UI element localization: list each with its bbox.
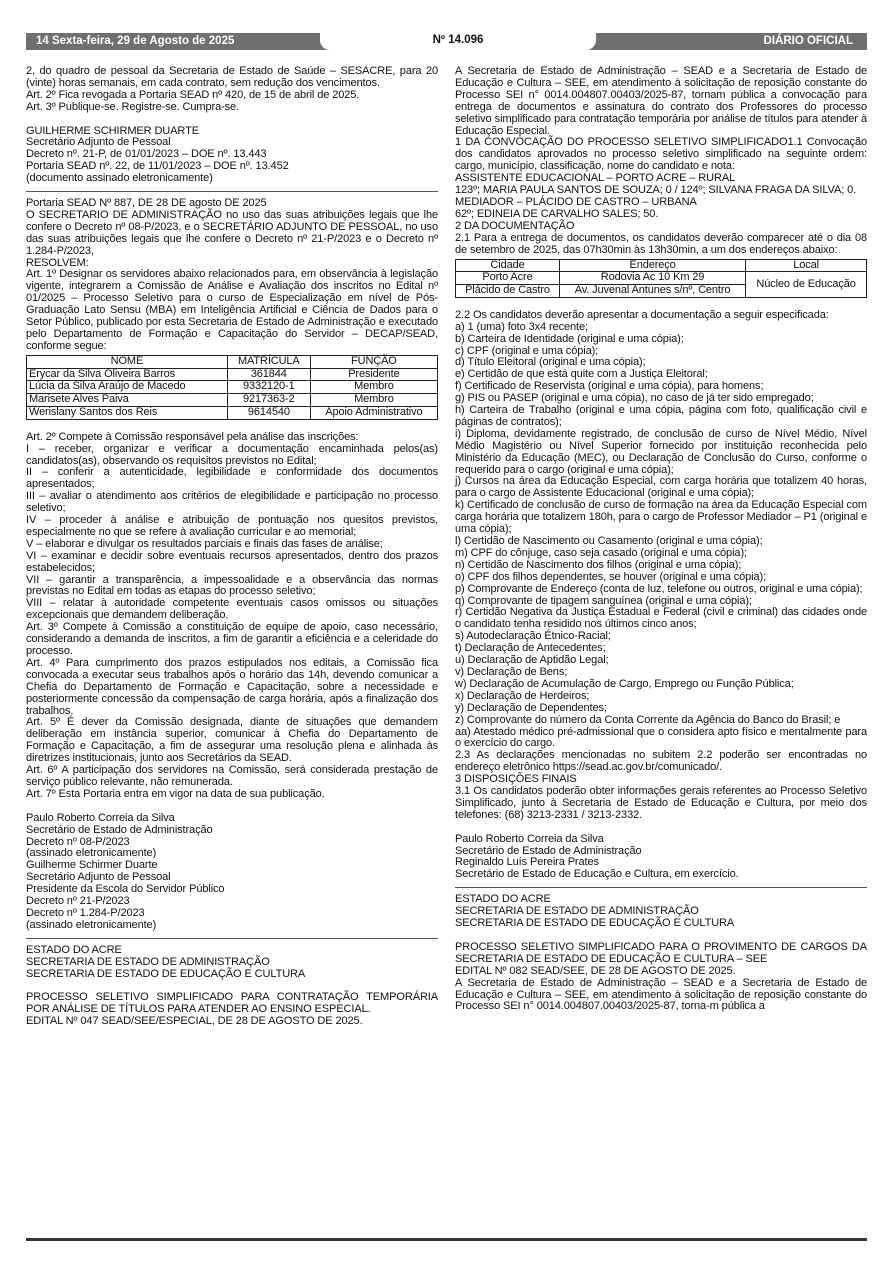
heading-line: ESTADO DO ACRE: [455, 893, 551, 906]
paragraph: MEDIADOR – PLÁCIDO DE CASTRO – URBANA: [455, 195, 697, 208]
page-header: [26, 33, 867, 50]
table-row: [27, 368, 438, 381]
list-item: i) Diploma, devidamente registrado, de conclusão de curso de Nível Médio, Nível Médio Magistério ou Nível Superior fornecido por instituição reconhecida pelo Ministério da Educação (MEC), ou Declaração de Conclusão do Curso, conforme o requerido para o cargo (original e uma cópia);: [455, 427, 867, 476]
table-cell: Porto Acre: [456, 272, 560, 285]
paragraph: IV – proceder à análise e atribuição de pontuação nos quesitos previstos, especialmente no que se refere à avaliação curricular e ao memorial;: [26, 514, 438, 538]
list-item: d) Título Eleitoral (original e uma cópia);: [455, 356, 646, 369]
paragraph: Art. 1º Designar os servidores abaixo relacionados para, em observância à legislação vigente, integrarem a Comissão de Análise e Avaliação dos inscritos no Edital nº 01/2025 – Processo Seletivo para o curso de Especialização em nível de Pós-Graduação Lato Sensu (MBA) em Inteligência Artificial e Ciência de Dados para o Setor Público, publicado por esta Secretaria de Estado de Administração e executado pelo Departamento de Formação e Capacitação do Servidor – DECAP/SEAD, conforme segue:: [26, 268, 438, 352]
signature-line: Secretário de Estado de Educação e Cultura, em exercício.: [455, 868, 739, 881]
table-row: [27, 394, 438, 407]
signature-line: Decreto nº 08-P/2023: [26, 835, 130, 848]
list-item: f) Certificado de Reservista (original e uma cópia), para homens;: [455, 380, 764, 393]
paragraph: Art. 4º Para cumprimento dos prazos estipulados nos editais, a Comissão fica convocada a executar seus trabalhos após o horário das 14h, devendo comunicar a Chefia do Departamento de Formação e Capacitação, sobre a necessidade e posteriormente concessão da compensação de carga horária, após a finalização dos trabalhos.: [26, 656, 438, 717]
table-header-row: [456, 259, 867, 272]
table-cell: Presidente: [310, 368, 437, 381]
table-cell: Membro: [310, 394, 437, 407]
heading-line: SECRETARIA DE ESTADO DE EDUCAÇÃO E CULTURA: [455, 917, 735, 930]
list-item: n) Certidão de Nascimento dos filhos (original e uma cópia);: [455, 558, 742, 571]
paragraph: A Secretaria de Estado de Administração – SEAD e a Secretaria de Estado de Educação e Cultura – SEE, em atendimento à solicitação de reposição constante do Processo SEI n° 0014.004807.00403/2025-87, tornam pública a convocação para entrega de documentos e assinatura do contrato dos Professores do processo seletivo simplificado para contratação temporária por análise de títulos para atender à Educação Especial.: [455, 65, 867, 137]
paragraph: 3.1 Os candidatos poderão obter informações gerais referentes ao Processo Seletivo Simplificado, junto à Secretaria de Estado de Educação e Cultura, por meio dos telefones: (68) 3213-2331 / 3213-2332.: [455, 785, 867, 821]
table-cell: Membro: [310, 381, 437, 394]
paragraph: Art. 7º Esta Portaria entra em vigor na data de sua publicação.: [26, 787, 325, 800]
list-item: p) Comprovante de Endereço (conta de luz, telefone ou outros, original e uma cópia);: [455, 582, 863, 595]
table-cell: Apoio Administrativo: [310, 407, 437, 420]
list-item: y) Declaração de Dependentes;: [455, 701, 607, 714]
paragraph: RESOLVEM:: [26, 256, 89, 269]
list-item: v) Declaração de Bens;: [455, 665, 568, 678]
heading-line: SECRETARIA DE ESTADO DE EDUCAÇÃO E CULTURA: [26, 967, 306, 980]
column-header: Endereço: [560, 259, 746, 272]
paragraph: VI – examinar e decidir sobre eventuais recursos apresentados, dentro dos prazos estabelecidos;: [26, 549, 438, 574]
list-item: c) CPF (original e uma cópia);: [455, 344, 599, 357]
paragraph: Art. 2º Compete à Comissão responsável pela análise das inscrições:: [26, 430, 359, 443]
signature-line: Reginaldo Luís Pereira Prates: [455, 856, 599, 869]
list-item: m) CPF do cônjuge, caso seja casado (original e uma cópia);: [455, 546, 747, 559]
address-table: [455, 259, 867, 298]
table-cell: 9332120-1: [227, 381, 310, 394]
footer-rule: [26, 1238, 867, 1241]
table-cell: 9217363-2: [227, 394, 310, 407]
table-cell: Av. Juvenal Antunes s/nº, Centro: [560, 285, 746, 298]
header-edition-number: Nº 14.096: [432, 34, 484, 46]
left-column: [26, 66, 438, 1028]
paragraph: Art. 6º A participação dos servidores na Comissão, será considerada prestação de serviço público relevante, não remunerada.: [26, 764, 438, 788]
list-item: s) Autodeclaração Étnico-Racial;: [455, 630, 611, 643]
list-item: e) Certidão de que está quite com a Justiça Eleitoral;: [455, 368, 708, 381]
heading-line: SECRETARIA DE ESTADO DE ADMINISTRAÇÃO: [26, 955, 270, 968]
signature-line: (documento assinado eletronicamente): [26, 172, 213, 185]
paragraph: 123º; MARIA PAULA SANTOS DE SOUZA; 0 / 124º; SILVANA FRAGA DA SILVA; 0.: [455, 184, 857, 197]
table-cell: Lúcia da Silva Araújo de Macedo: [27, 381, 228, 394]
heading-line: ESTADO DO ACRE: [26, 943, 122, 956]
table-cell: Werislany Santos dos Reis: [27, 407, 228, 420]
commission-table: [26, 355, 438, 420]
table-row: [456, 272, 867, 285]
edital-title: EDITAL Nº 082 SEAD/SEE, DE 28 DE AGOSTO DE 2025.: [455, 964, 736, 977]
list-item: aa) Atestado médico pré-admissional que o considera apto físico e mentalmente para o exercício do cargo.: [455, 725, 867, 750]
list-item: q) Comprovante de tipagem sanguínea (original e uma cópia);: [455, 594, 752, 607]
paragraph: A Secretaria de Estado de Administração – SEAD e a Secretaria de Estado de Educação e Cultura – SEE, em atendimento à solicitação de reposição constante do Processo SEI n° 0014.004807.00403/2025-87, torna-m pública a: [455, 976, 867, 1013]
section-divider: [26, 938, 438, 939]
signature-line: Paulo Roberto Correia da Silva: [455, 832, 604, 845]
list-item: l) Certidão de Nascimento ou Casamento (original e uma cópia);: [455, 535, 763, 547]
signature-line: Paulo Roberto Correia da Silva: [26, 811, 175, 824]
portaria-title: Portaria SEAD Nº 887, DE 28 DE agosto DE 2025: [26, 197, 267, 210]
list-item: a) 1 (uma) foto 3x4 recente;: [455, 320, 588, 333]
list-item: 2.3 As declarações mencionadas no subitem 2.2 poderão ser encontradas no endereço eletrônico https://sead.ac.gov.br/comunicado/.: [455, 749, 867, 774]
table-row: [27, 381, 438, 394]
paragraph: 62º; EDINEIA DE CARVALHO SALES; 50.: [455, 207, 659, 220]
paragraph: II – conferir a autenticidade, legibilidade e conformidade dos documentos apresentados;: [26, 466, 438, 491]
paragraph: 2.2 Os candidatos deverão apresentar a documentação a seguir especificada:: [455, 308, 829, 321]
paragraph: O SECRETARIO DE ADMINISTRAÇÃO no uso das suas atribuições legais que lhe confere o Decreto nº 08-P/2023, e o SECRETÁRIO ADJUNTO DE PESSOAL, no uso das suas atribuições legais que lhe confere o Decreto nº 21-P/2023 e o Decreto nº 1.284-P/2023,: [26, 208, 438, 257]
table-row: [27, 407, 438, 420]
process-title: PROCESSO SELETIVO SIMPLIFICADO PARA CONTRATAÇÃO TEMPORÁRIA POR ANÁLISE DE TÍTULOS PARA ATENDER AO ENSINO ESPECIAL.: [26, 991, 438, 1016]
header-page-date: 14 Sexta-feira, 29 de Agosto de 2025: [36, 35, 235, 47]
list-item: t) Declaração de Antecedentes;: [455, 642, 606, 655]
column-header: Cidade: [456, 259, 560, 272]
list-item: j) Cursos na área da Educação Especial, com carga horária que totalizem 40 horas, para o cargo de Assistente Educacional (original e uma cópia);: [455, 475, 867, 500]
table-cell: Marisete Alves Paiva: [27, 394, 228, 407]
paragraph: V – elaborar e divulgar os resultados parciais e finais das fases de análise;: [26, 537, 383, 550]
paragraph: Art. 3º Compete à Comissão a constituição de equipe de apoio, caso necessário, considerando a demanda de inscritos, a fim de garantir a eficiência e a celeridade do processo.: [26, 621, 438, 658]
signature-line: Secretário Adjunto de Pessoal: [26, 136, 171, 149]
paragraph: I – receber, organizar e verificar a documentação encaminhada pelos(as) candidatos(as), observando os requisitos previstos no Edital;: [26, 442, 438, 467]
paragraph: VIII – relatar à autoridade competente eventuais casos omissos ou situações excepcionais que demandem deliberação.: [26, 597, 438, 622]
header-publication-title: DIÁRIO OFICIAL: [763, 35, 853, 47]
signature-line: Decreto nº 1.284-P/2023: [26, 906, 145, 919]
list-item: o) CPF dos filhos dependentes, se houver (original e uma cópia);: [455, 570, 767, 583]
signature-line: Portaria SEAD nº. 22, de 11/01/2023 – DOE nº. 13.452: [26, 160, 289, 173]
list-item: u) Declaração de Aptidão Legal;: [455, 654, 609, 667]
column-header: NOME: [27, 355, 228, 368]
list-item: b) Carteira de Identidade (original e uma cópia);: [455, 332, 684, 345]
table-cell: Núcleo de Educação: [746, 272, 867, 298]
paragraph: 2, do quadro de pessoal da Secretaria de Estado de Saúde – SESACRE, para 20 (vinte) horas semanais, em cada contrato, sem redução dos vencimentos.: [26, 65, 438, 89]
process-title: PROCESSO SELETIVO SIMPLIFICADO PARA O PROVIMENTO DE CARGOS DA SECRETARIA DE ESTADO DE EDUCAÇÃO E CULTURA – SEE: [455, 940, 867, 965]
paragraph: 1 DA CONVOCAÇÃO DO PROCESSO SELETIVO SIMPLIFICADO1.1 Convocação dos candidatos aprovados no processo seletivo simplificado na seguinte ordem: cargo, município, classificação, nome do candidato e nota:: [455, 136, 867, 173]
section-divider: [455, 887, 867, 888]
section-divider: [26, 191, 438, 192]
list-item: r) Certidão Negativa da Justiça Estadual e Federal (civil e criminal) das cidades onde o candidato tenha residido nos últimos cinco anos;: [455, 606, 867, 631]
list-item: z) Comprovante do número da Conta Corrente da Agência do Banco do Brasil; e: [455, 713, 841, 726]
table-cell: 9614540: [227, 407, 310, 420]
signature-line: Secretário Adjunto de Pessoal: [26, 871, 171, 884]
right-column: [455, 66, 867, 1013]
column-header: FUNÇÃO: [310, 355, 437, 368]
list-item: g) PIS ou PASEP (original e uma cópia), no caso de já ter sido empregado;: [455, 392, 814, 405]
table-header-row: [27, 355, 438, 368]
column-header: MATRÍCULA: [227, 355, 310, 368]
signature-line: GUILHERME SCHIRMER DUARTE: [26, 124, 199, 137]
paragraph: Art. 2º Fica revogada a Portaria SEAD nº 420, de 15 de abril de 2025.: [26, 88, 360, 101]
paragraph: 2 DA DOCUMENTAÇÃO: [455, 219, 575, 232]
signature-line: Decreto nº 21-P/2023: [26, 895, 130, 908]
paragraph: Art. 3º Publique-se. Registre-se. Cumpra-se.: [26, 100, 240, 113]
paragraph: 3 DISPOSIÇÕES FINAIS: [455, 773, 577, 786]
paragraph: Art. 5º É dever da Comissão designada, diante de situações que demandem deliberação em instância superior, comunicar à Chefia do Departamento de Formação e Capacitação, a fim de assegurar uma resolução plena e alinhada às diretrizes institucionais, junto aos Secretários da SEAD.: [26, 716, 438, 765]
list-item: k) Certificado de conclusão de curso de formação na área da Educação Especial com carga horária que totalizem 180h, para o cargo de Professor Mediador – P1 (original e uma cópia);: [455, 499, 867, 536]
table-cell: 361844: [227, 368, 310, 381]
signature-line: Presidente da Escola do Servidor Público: [26, 883, 225, 896]
signature-line: (assinado eletronicamente): [26, 847, 157, 860]
list-item: x) Declaração de Herdeiros;: [455, 689, 590, 702]
signature-line: (assinado eletronicamente): [26, 918, 157, 931]
paragraph: ASSISTENTE EDUCACIONAL – PORTO ACRE – RURAL: [455, 172, 736, 185]
edital-title: EDITAL Nº 047 SEAD/SEE/ESPECIAL, DE 28 DE AGOSTO DE 2025.: [26, 1015, 363, 1028]
signature-line: Secretário de Estado de Administração: [455, 844, 642, 857]
column-header: Local: [746, 259, 867, 272]
table-cell: Rodovia Ac 10 Km 29: [560, 272, 746, 285]
signature-line: Decreto nº. 21-P, de 01/01/2023 – DOE nº. 13.443: [26, 148, 267, 161]
paragraph: VII – garantir a transparência, a impessoalidade e a observância das normas previstas no Edital em todas as etapas do processo seletivo;: [26, 573, 438, 598]
heading-line: SECRETARIA DE ESTADO DE ADMINISTRAÇÃO: [455, 905, 699, 918]
signature-line: Secretário de Estado de Administração: [26, 823, 213, 836]
paragraph: 2.1 Para a entrega de documentos, os candidatos deverão comparecer até o dia 08 de setembro de 2025, das 07h30min às 13h30min, a um dos endereços abaixo:: [455, 231, 867, 256]
table-cell: Plácido de Castro: [456, 285, 560, 298]
table-cell: Erycar da Silva Oliveira Barros: [27, 368, 228, 381]
list-item: h) Carteira de Trabalho (original e uma cópia, página com foto, qualificação civil e páginas de contratos);: [455, 404, 867, 428]
list-item: w) Declaração de Acumulação de Cargo, Emprego ou Função Pública;: [455, 677, 794, 690]
paragraph: III – avaliar o atendimento aos critérios de elegibilidade e participação no processo seletivo;: [26, 490, 438, 515]
signature-line: Guilherme Schirmer Duarte: [26, 859, 158, 872]
